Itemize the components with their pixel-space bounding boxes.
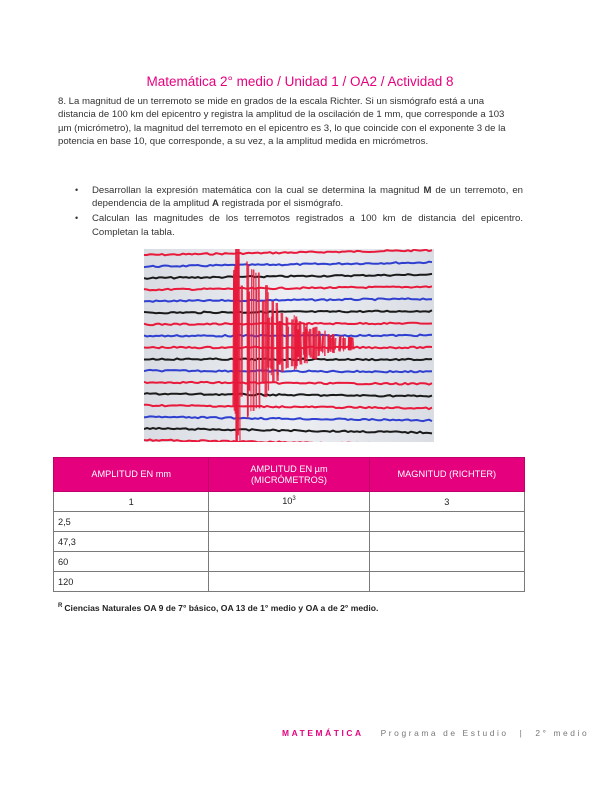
table-row bbox=[54, 512, 525, 532]
cell-um[interactable] bbox=[209, 512, 369, 532]
activity-paragraph: 8. La magnitud de un terremoto se mide en grados de la escala Richter. Si un sismógrafo está a una distancia de 100 km del epicentro y registra la amplitud de la oscilación de 1 mm, que corresponde a 103 µm (micrómetro), la magnitud del terremoto en el epicentro es 3, lo que coincide con el exponente 3 de la potencia en base 10, que corresponde, a su vez, a la amplitud medida en micrómetros. bbox=[58, 96, 506, 148]
burst-stroke bbox=[339, 337, 340, 350]
burst-stroke bbox=[247, 261, 248, 418]
burst-stroke bbox=[256, 289, 257, 394]
variable-a: A bbox=[212, 198, 219, 210]
table-row bbox=[54, 532, 525, 552]
cell-mm: 2,5 bbox=[54, 512, 209, 532]
table-row bbox=[54, 572, 525, 592]
burst-stroke bbox=[277, 309, 278, 375]
burst-stroke bbox=[259, 273, 260, 409]
cell-um[interactable] bbox=[209, 532, 369, 552]
bullet-icon: • bbox=[75, 213, 79, 224]
cell-magnitude[interactable] bbox=[369, 512, 524, 532]
table-row bbox=[54, 492, 525, 512]
cell-mm: 47,3 bbox=[54, 532, 209, 552]
magnitude-table bbox=[53, 457, 525, 592]
footer-grade: 2° medio bbox=[535, 728, 590, 738]
bullet-item-calculate bbox=[75, 212, 523, 238]
bullet-text: registrada por el sismógrafo. bbox=[218, 198, 344, 210]
burst-stroke bbox=[262, 313, 263, 373]
header-amplitude-um: AMPLITUD EN µm (MICRÓMETROS) bbox=[209, 458, 369, 492]
burst-stroke bbox=[234, 283, 235, 400]
burst-stroke bbox=[287, 318, 288, 368]
cell-um: $10^3$ bbox=[209, 492, 369, 512]
burst-stroke bbox=[251, 269, 252, 411]
bullet-text: Desarrollan la expresión matemática con la cual se determina la magnitud bbox=[92, 185, 424, 196]
seismograph-image bbox=[144, 249, 434, 442]
cell-magnitude[interactable] bbox=[369, 572, 524, 592]
footer-subject: MATEMÁTICA bbox=[282, 728, 364, 738]
burst-stroke bbox=[266, 285, 267, 397]
burst-stroke bbox=[304, 323, 305, 363]
burst-stroke bbox=[271, 309, 272, 375]
burst-stroke bbox=[349, 337, 350, 350]
variable-m: M bbox=[423, 185, 432, 196]
burst-stroke bbox=[331, 338, 332, 349]
cell-mm: 60 bbox=[54, 552, 209, 572]
burst-stroke bbox=[248, 292, 249, 390]
header-amplitude-mm: AMPLITUD EN mm bbox=[54, 458, 209, 492]
burst-stroke bbox=[236, 249, 237, 442]
page-title: Matemática 2° medio / Unidad 1 / OA2 / Actividad 8 bbox=[146, 74, 454, 89]
cell-magnitude[interactable] bbox=[369, 532, 524, 552]
burst-stroke bbox=[323, 335, 324, 352]
cell-mm: 120 bbox=[54, 572, 209, 592]
cell-um[interactable] bbox=[209, 552, 369, 572]
burst-stroke bbox=[299, 325, 300, 361]
bullet-text: de un terremoto, en dependencia de la amplitud bbox=[92, 185, 523, 210]
cell-magnitude[interactable] bbox=[369, 552, 524, 572]
burst-stroke bbox=[282, 313, 283, 372]
footer-program: Programa de Estudio bbox=[380, 728, 509, 738]
footnote-marker: R bbox=[58, 603, 63, 610]
burst-stroke bbox=[319, 332, 320, 356]
page-footer bbox=[282, 728, 589, 738]
cell-um[interactable] bbox=[209, 572, 369, 592]
burst-stroke bbox=[350, 338, 351, 350]
header-magnitude: MAGNITUD (RICHTER) bbox=[369, 458, 524, 492]
bullet-text: Calculan las magnitudes de los terremotos registrados a 100 km de distancia del epicentro. Completan la tabla. bbox=[92, 213, 523, 238]
bullet-list bbox=[75, 184, 523, 241]
cell-magnitude: 3 bbox=[369, 492, 524, 512]
footer-separator: | bbox=[519, 728, 525, 738]
bullet-icon: • bbox=[75, 185, 79, 195]
footnote-text: Ciencias Naturales OA 9 de 7° básico, OA 13 de 1° medio y OA a de 2° medio. bbox=[64, 603, 379, 613]
cell-mm: 1 bbox=[54, 492, 209, 512]
table-row bbox=[54, 552, 525, 572]
bullet-item-expression bbox=[75, 184, 523, 210]
table-header-row bbox=[54, 458, 525, 492]
burst-stroke bbox=[335, 338, 336, 349]
burst-stroke bbox=[310, 329, 311, 358]
footnote bbox=[58, 603, 378, 613]
